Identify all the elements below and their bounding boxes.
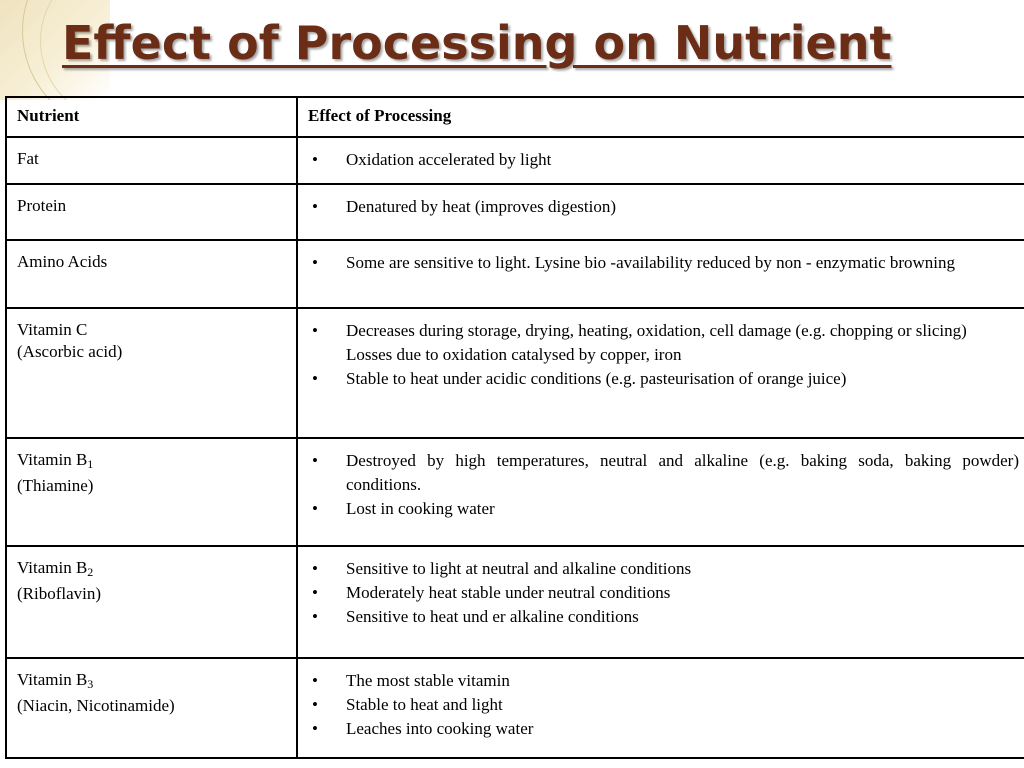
slide-title: Effect of Processing on Nutrient xyxy=(62,16,892,70)
nutrient-name xyxy=(17,148,286,170)
nutrient-name xyxy=(17,251,286,273)
nutrient-name-text: Protein xyxy=(17,196,67,215)
effect-item: • Oxidation accelerated by light xyxy=(308,148,1019,172)
header-nutrient: Nutrient xyxy=(6,97,297,137)
nutrient-cell xyxy=(6,658,297,758)
table-row xyxy=(6,308,1024,438)
nutrient-name-text: Vitamin C xyxy=(17,320,88,339)
nutrient-name xyxy=(17,319,286,341)
effect-item: • Sensitive to heat und er alkaline conditions xyxy=(308,605,1019,629)
effect-item: • Denatured by heat (improves digestion) xyxy=(308,195,1019,219)
nutrient-table xyxy=(5,96,1024,759)
nutrient-name xyxy=(17,449,286,475)
table-row xyxy=(6,137,1024,184)
effect-cell xyxy=(297,184,1024,240)
table-header-row xyxy=(6,97,1024,137)
effect-item: • Moderately heat stable under neutral conditions xyxy=(308,581,1019,605)
table-row xyxy=(6,658,1024,758)
effect-item: • Decreases during storage, drying, heating, oxidation, cell damage (e.g. chopping or slicing) xyxy=(308,319,1019,343)
table-body xyxy=(6,137,1024,758)
effect-item: • Lost in cooking water xyxy=(308,497,1019,521)
effect-cell xyxy=(297,438,1024,546)
effect-cell xyxy=(297,308,1024,438)
effect-item: • Stable to heat under acidic conditions (e.g. pasteurisation of orange juice) xyxy=(308,367,1019,391)
effect-item: • Some are sensitive to light. Lysine bio -availability reduced by non - enzymatic browning xyxy=(308,251,1019,275)
nutrient-cell xyxy=(6,546,297,658)
nutrient-alt-name: (Thiamine) xyxy=(17,476,94,495)
effect-list xyxy=(308,319,1019,391)
effect-item: • Leaches into cooking water xyxy=(308,717,1019,741)
effect-list xyxy=(308,251,1019,275)
table-row xyxy=(6,240,1024,308)
nutrient-name xyxy=(17,557,286,583)
nutrient-name xyxy=(17,669,286,695)
table-row xyxy=(6,438,1024,546)
nutrient-name-text: Vitamin B xyxy=(17,450,88,469)
header-effect: Effect of Processing xyxy=(297,97,1024,137)
effect-cell xyxy=(297,240,1024,308)
nutrient-alt-name: (Riboflavin) xyxy=(17,584,102,603)
nutrient-cell xyxy=(6,240,297,308)
effect-item: • Stable to heat and light xyxy=(308,693,1019,717)
effect-item: Losses due to oxidation catalysed by copper, iron xyxy=(346,345,682,364)
effect-list xyxy=(308,449,1019,521)
nutrient-name-text: Vitamin B xyxy=(17,558,88,577)
effect-list xyxy=(308,669,1019,741)
effect-list xyxy=(308,148,1019,172)
effect-cell xyxy=(297,546,1024,658)
effect-list xyxy=(308,195,1019,219)
nutrient-name-text: Amino Acids xyxy=(17,252,108,271)
table-row xyxy=(6,184,1024,240)
effect-item: • The most stable vitamin xyxy=(308,669,1019,693)
nutrient-cell xyxy=(6,438,297,546)
nutrient-name-text: Fat xyxy=(17,149,39,168)
effect-item: • Destroyed by high temperatures, neutral and alkaline (e.g. baking soda, baking powder) conditions. xyxy=(308,449,1019,497)
nutrient-subscript: 1 xyxy=(87,457,94,471)
nutrient-subscript: 2 xyxy=(87,565,94,579)
nutrient-name-text: Vitamin B xyxy=(17,670,88,689)
nutrient-cell xyxy=(6,137,297,184)
effect-item: • Sensitive to light at neutral and alkaline conditions xyxy=(308,557,1019,581)
effect-list xyxy=(308,557,1019,629)
table-row xyxy=(6,546,1024,658)
nutrient-name xyxy=(17,195,286,217)
nutrient-cell xyxy=(6,184,297,240)
nutrient-cell xyxy=(6,308,297,438)
effect-cell xyxy=(297,137,1024,184)
nutrient-alt-name: (Ascorbic acid) xyxy=(17,342,123,361)
effect-cell xyxy=(297,658,1024,758)
nutrient-subscript: 3 xyxy=(87,677,94,691)
nutrient-alt-name: (Niacin, Nicotinamide) xyxy=(17,696,175,715)
